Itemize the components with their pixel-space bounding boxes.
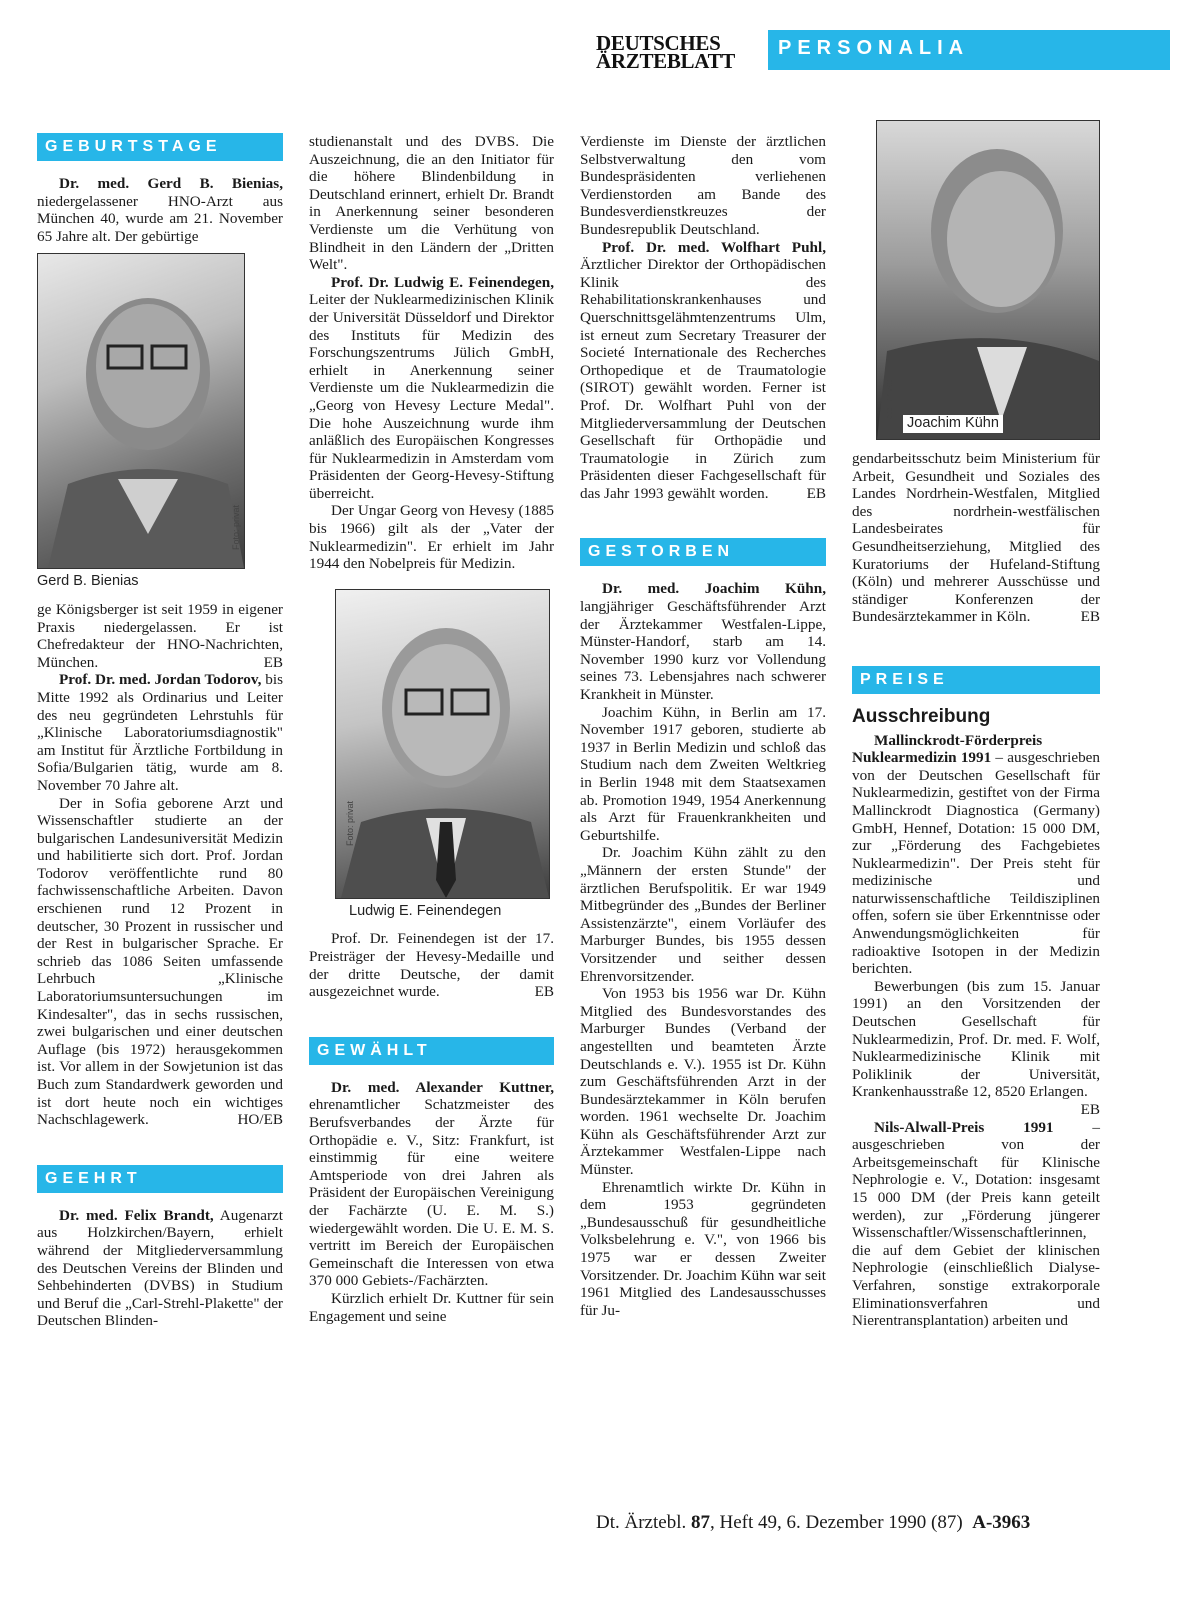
section-banner (768, 30, 1170, 70)
person-name: Dr. med. Gerd B. Bienias, (59, 175, 283, 192)
journal-title (596, 31, 735, 73)
photo-credit: Foto: privat (231, 505, 241, 551)
article-text-body: Der in Sofia geborene Arzt und Wissenschaftler studierte an der bulgarischen Landesuniversität Medizin und habilitierte sich dort. Prof. Jordan Todorov veröffentlichte rund 80 fachwissenschaftliche Arbeiten. Davon erschienen rund 12 Prozent in deutscher, 30 Prozent in russischer und der Rest in bulgarischer Sprache. Er schrieb das 1086 Seiten umfassende Lehrbuch „Klinische Laboratoriumsuntersuchungen im Kindesalter", das in sechs russischen, zwei bulgarischen und einer deutschen Auflage (bis 1972) herausgekommen ist. Vor allem in der Sowjetunion ist das Buch zum Standardwerk geworden und ist dort heute noch ein wichtiges Nachschlagewerk. (37, 794, 283, 1129)
author-signature: EB (806, 484, 826, 502)
article-text: Von 1953 bis 1956 war Dr. Kühn Mitglied des Bundesvorstandes des Marburger Bundes (Verband der angestellten und beamteten Ärzte Deutschlands e. V.). 1955 ist Dr. Kühn zum Geschäftsführenden Arzt in der Bundesärztekammer in Köln berufen worden. 1961 wechselte Dr. Joachim Kühn als Geschäftsführender Arzt zur Ärztekammer Westfalen-Lippe nach Münster. (580, 985, 826, 1179)
article-text: Joachim Kühn, in Berlin am 17. November 1917 geboren, studierte ab 1937 in Berlin Medizin und schloß das Studium nach dem Zweiten Weltkrieg in Berlin 1948 mit dem Staatsexamen ab. Promotion 1949, 1954 Anerkennung als Arzt für Frauenkrankheiten und Geburtshilfe. (580, 703, 826, 844)
portrait-image (877, 121, 1099, 439)
article-text (37, 601, 283, 671)
article-kuttner (309, 1079, 554, 1290)
portrait-image (38, 254, 244, 568)
portrait-image (336, 590, 549, 898)
photo-kuehn (876, 120, 1100, 440)
photo-caption: Gerd B. Bienias (37, 573, 139, 590)
person-name: Prof. Dr. med. Jordan Todorov, (59, 671, 262, 689)
prize-name: Mallinckrodt-Förderpreis Nuklearmedizin 1991 (852, 731, 1043, 767)
prize-name: Nils-Alwall-Preis 1991 (874, 1118, 1054, 1136)
article-text-body: ge Königsberger ist seit 1959 in eigener Praxis niedergelassen. Er ist Chefredakteur der HNO-Nachrichten, München. (37, 600, 283, 671)
footer-issue: , Heft 49, 6. Dezember 1990 (87) (709, 1512, 963, 1533)
article-text-body: gendarbeitsschutz beim Ministerium für Arbeit, Gesundheit und Soziales des Landes Nordrhein-Westfalen, Mitglied des nordrhein-westfälischen Landesbeirates für Gesundheitserziehung, Mitglied des Kuratoriums der Hufeland-Stiftung (Köln) und mehrerer Ausschüsse und ständiger Konferenzen der Bundesärztekammer in Köln. (852, 450, 1100, 626)
person-name: Dr. med. Felix Brandt, (59, 1206, 214, 1224)
article-text: Leiter der Nuklearmedizinischen Klinik der Universität Düsseldorf und Direktor des Instituts für Medizin des Forschungszentrums Jülich GmbH, erhielt in Anerkennung seiner Verdienste um die Nuklearmedizin die „Georg von Hevesy Lecture Medal". Die hohe Auszeichnung wurde ihm anläßlich des Europäischen Kongresses für Nuklearmedizin in Amsterdam vom Präsidenten der Georg-Hevesy-Stiftung überreicht. (309, 291, 554, 502)
article-text: studienanstalt und des DVBS. Die Auszeichnung, die an den Initiator für die höhere Blindenbildung in Deutschland erinnert, erhielt Dr. Brandt in Anerkennung seiner besonderen Verdienste um die Verhütung von Blindheit in den Ländern der „Dritten Welt". (309, 133, 554, 274)
photo-feinendegen (335, 589, 550, 899)
article-text: bis Mitte 1992 als Ordinarius und Leiter des neu gegründeten Lehrstuhls für „Klinische Laboratoriumsdiagnostik" am Institut für Ärztliche Fortbildung in Sofia/Bulgarien tätig, wurde am 8. November 70 Jahre alt. (37, 671, 283, 794)
author-signature: EB (263, 653, 283, 671)
footer-journal: Dt. Ärztebl. (596, 1512, 691, 1533)
section-header-gestorben: GESTORBEN (580, 538, 826, 566)
article-kuehn (580, 580, 826, 703)
person-name: Prof. Dr. med. Wolfhart Puhl, (602, 238, 826, 256)
article-text: – ausgeschrieben von der Deutschen Gesellschaft für Nuklearmedizin, gestiftet von der Firma Mallinckrodt Diagnostica (Germany) GmbH, Hennef, Dotation: 15 000 DM, zur „Förderung des Fachgebietes Nuklearmedizin". Der Preis steht für medizinische und naturwissenschaftliche Teildisziplinen offen, sofern sie über Erkenntnisse oder Anwendungsmöglichkeiten für radioaktive Isotopen in der Medizin berichten. (852, 749, 1101, 978)
article-text: langjähriger Geschäftsführender Arzt der Ärztekammer Westfalen-Lippe, Münster-Handorf, starb am 14. November 1990 kurz vor Vollendung seines 73. Lebensjahres nach schwerer Krankheit in Münster. (580, 598, 826, 704)
column-4 (852, 120, 1100, 1330)
article-text: Der Ungar Georg von Hevesy (1885 bis 1966) gilt als der „Vater der Nuklearmedizin". Er erhielt im Jahr 1944 den Nobelpreis für Medizin. (309, 502, 554, 573)
journal-title-line2: ÄRZTEBLATT (596, 49, 735, 73)
subheading: Ausschreibung (852, 705, 991, 727)
person-name: Dr. med. Joachim Kühn, (602, 580, 826, 598)
page-footer (596, 1512, 1030, 1534)
column-2 (309, 133, 554, 1325)
article-text (852, 450, 1100, 626)
author-signature: EB (1080, 1101, 1100, 1118)
photo-credit: Foto: privat (884, 379, 894, 425)
article-feinendegen (309, 274, 554, 503)
journal-title-line1: DEUTSCHES (596, 31, 721, 55)
section-header-gewaehlt: GEWÄHLT (309, 1037, 554, 1065)
photo-caption: Joachim Kühn (903, 415, 1003, 433)
photo-caption: Ludwig E. Feinendegen (349, 902, 502, 919)
article-text (852, 977, 1100, 1118)
article-text: niedergelassener HNO-Arzt aus München 40, wurde am 21. November 65 Jahre alt. Der gebürtige (37, 192, 283, 245)
article-puhl (580, 239, 826, 503)
article-text-body: Ärztlicher Direktor der Orthopädischen Klinik des Rehabilitationskrankenhauses und Querschnittsgelähmtenzentrums Ulm, ist erneut zum Secretary Treasurer der Societé Internationale des Recherches Orthopedique et de Traumatologie (SIROT) gewählt worden. Ferner ist Prof. Dr. Wolfhart Puhl von der Mitgliederversammlung der Deutschen Gesellschaft für Orthopädie und Traumatologie in Zürich zum Präsidenten dieser Fachgesellschaft für das Jahr 1993 gewählt worden. (580, 256, 826, 502)
footer-volume: 87 (690, 1512, 710, 1533)
article-brandt (37, 1207, 283, 1330)
author-signature: EB (534, 983, 554, 1001)
article-todorov (37, 671, 283, 794)
section-header-preise: PREISE (852, 666, 1100, 694)
page-number: A-3963 (972, 1512, 1031, 1533)
article-text: Verdienste im Dienste der ärztlichen Selbstverwaltung den vom Bundespräsidenten verliehenen Verdienstorden am Bande des Bundesverdienstkreuzes der Bundesrepublik Deutschland. (580, 133, 826, 238)
section-banner-label: PERSONALIA (778, 37, 970, 59)
person-name: Prof. Dr. Ludwig E. Feinendegen, (331, 273, 554, 291)
photo-bienias (37, 253, 245, 569)
column-3 (580, 133, 826, 1319)
article-text (309, 930, 554, 1000)
person-name: Dr. med. Alexander Kuttner, (331, 1078, 554, 1096)
section-header-geehrt: GEEHRT (37, 1165, 283, 1193)
column-1 (37, 133, 283, 1330)
article-text-body: Bewerbungen (bis zum 15. Januar 1991) an den Vorsitzenden der Deutschen Gesellschaft für Nuklearmedizin, Prof. Dr. med. F. Wolf, Nuklearmedizinische Klinik mit Poliklinik der Universität, Krankenhausstraße 12, 8520 Erlangen. (852, 977, 1100, 1101)
photo-credit: Foto: privat (345, 800, 355, 846)
article-bienias (37, 175, 283, 245)
author-signature: EB (1080, 608, 1100, 626)
article-mallinckrodt (852, 732, 1100, 978)
article-text: – ausgeschrieben von der Arbeitsgemeinschaft für Klinische Nephrologie e. V., Dotation: insgesamt 15 000 DM (der Preis kann geteilt werden), zur „Förderung jüngerer Wissenschaftler/Wissenschaftlerinnen, die auf dem Gebiet der klinischen Nephrologie (einschließlich Dialyse-Verfahren, sonstige extrakorporale Eliminationsverfahren und Nierentransplantation) arbeiten und (852, 1118, 1100, 1330)
article-text: ehrenamtlicher Schatzmeister des Berufsverbandes der Ärzte für Orthopädie e. V., Sitz: Frankfurt, ist einstimmig für eine weitere Amtsperiode von drei Jahren als Präsident der Europäischen Vereinigung der Fachärzte (U. E. M. S.) wiedergewählt worden. Die U. E. M. S. vertritt im Bereich der Europäischen Gemeinschaft die Interessen von etwa 370 000 Gebiets-/Fachärzten. (309, 1096, 554, 1290)
article-text (37, 795, 283, 1129)
article-text: Kürzlich erhielt Dr. Kuttner für sein Engagement und seine (309, 1289, 554, 1325)
article-text: Ehrenamtlich wirkte Dr. Kühn in dem 1953 gegründeten „Bundesausschuß für gesundheitliche Volksbelehrung e. V.", von 1966 bis 1975 war er dessen Zweiter Vorsitzender. Dr. Joachim Kühn war seit 1961 Mitglied des Landesausschusses für Ju- (580, 1178, 826, 1319)
article-text: Dr. Joachim Kühn zählt zu den „Männern der ersten Stunde" der ärztlichen Berufspolitik. Er war 1949 Mitbegründer des „Bundes der Berliner Assistenzärzte", einem Vorläufer des Marburger Bundes, bis 1955 dessen Vorsitzender und seither dessen Ehrenvorsitzender. (580, 844, 826, 985)
article-text: Augenarzt aus Holzkirchen/Bayern, erhielt während der Mitgliederversammlung des Deutschen Vereins der Blinden und Sehbehinderten (DVBS) in Studium und Beruf die „Carl-Strehl-Plakette" der Deutschen Blinden- (37, 1206, 283, 1330)
article-text-body: Prof. Dr. Feinendegen ist der 17. Preisträger der Hevesy-Medaille und der dritte Deutsche, der damit ausgezeichnet wurde. (309, 930, 554, 1001)
section-header-geburtstage: GEBURTSTAGE (37, 133, 283, 161)
article-alwall (852, 1119, 1100, 1330)
author-signature: HO/EB (237, 1111, 283, 1129)
